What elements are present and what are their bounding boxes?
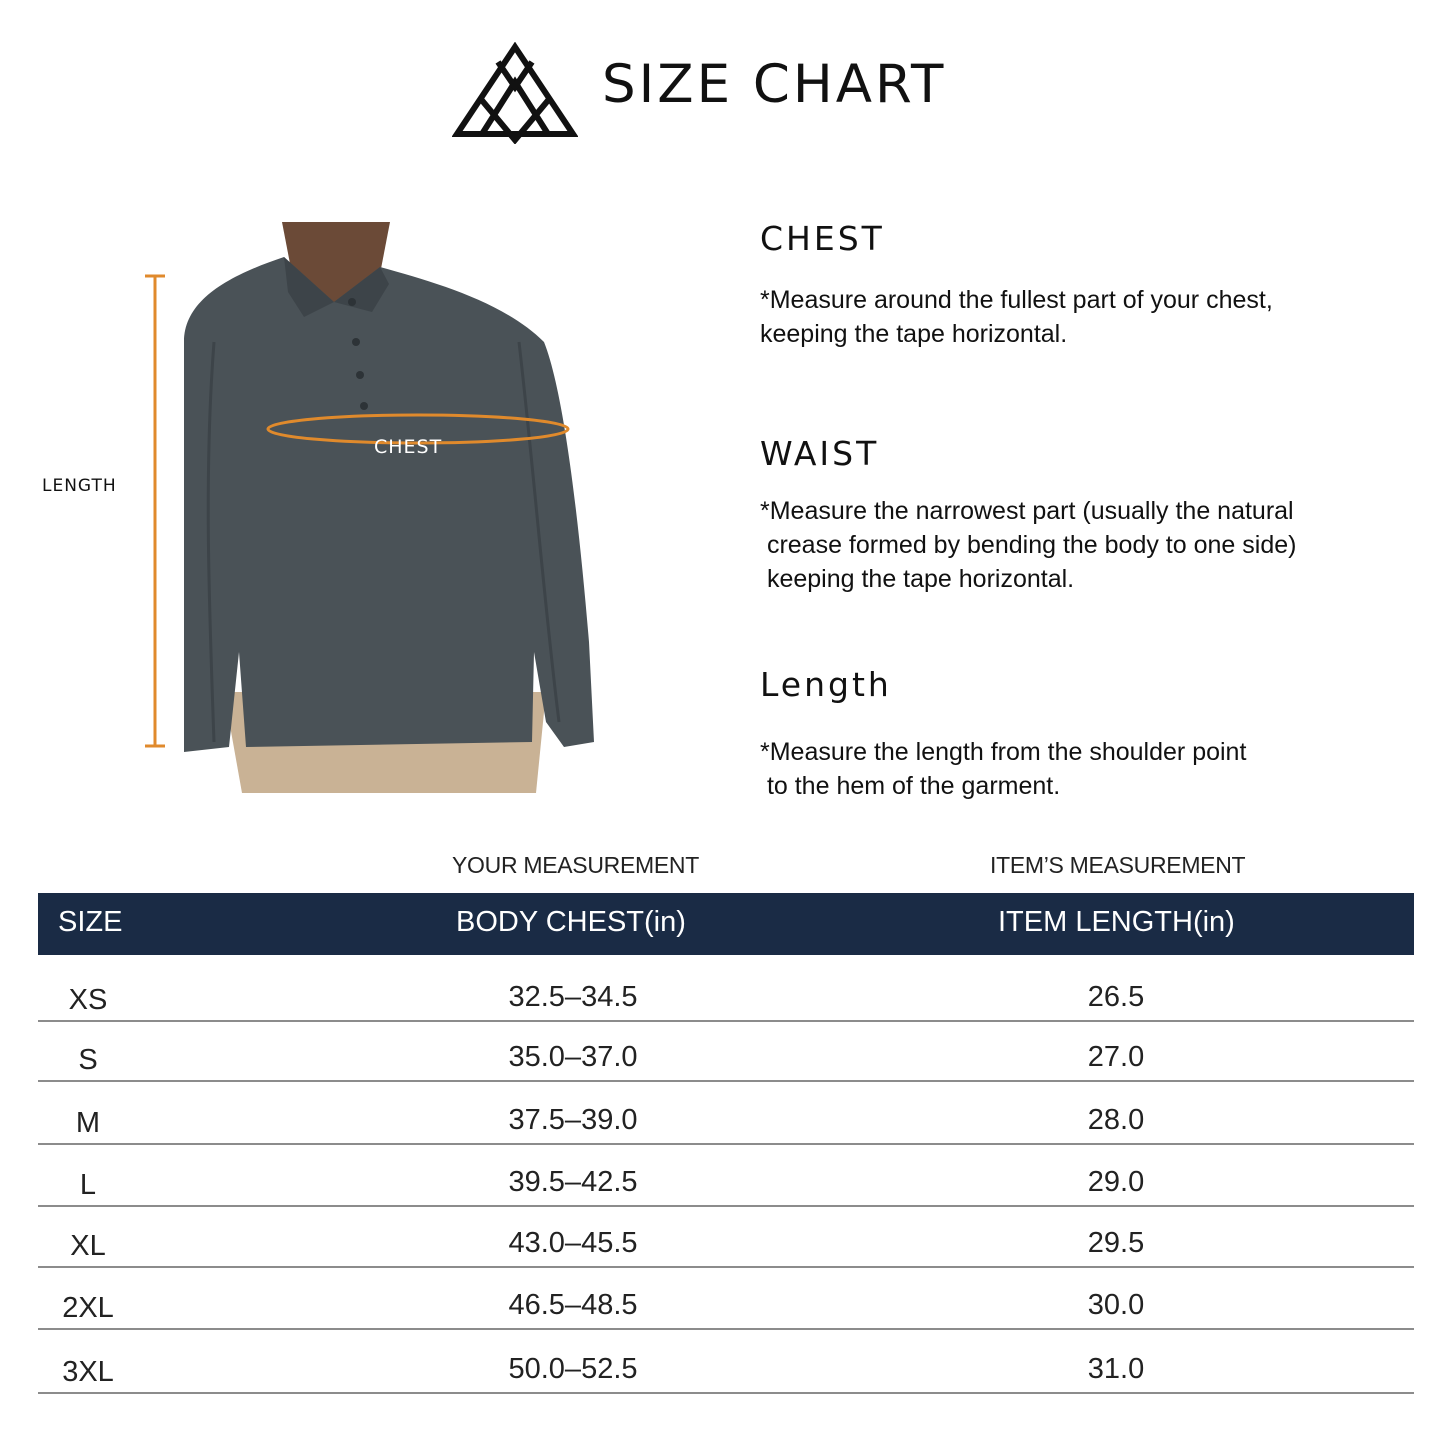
table-row: 2XL 46.5–48.5 30.0: [38, 1270, 1414, 1330]
table-row: XS 32.5–34.5 26.5: [38, 962, 1414, 1022]
waist-section-title: WAIST: [760, 434, 880, 473]
length-label: LENGTH: [42, 476, 117, 496]
row-divider: [38, 1205, 1414, 1207]
row-divider: [38, 1143, 1414, 1145]
length-section-title: Length: [760, 665, 892, 704]
body-chest-cell: 43.0–45.5: [508, 1227, 638, 1259]
column-header-size: SIZE: [58, 906, 123, 938]
body-chest-cell: 32.5–34.5: [508, 981, 638, 1013]
table-row: XL 43.0–45.5 29.5: [38, 1208, 1414, 1268]
row-divider: [38, 1328, 1414, 1330]
chest-section-title: CHEST: [760, 219, 885, 258]
chest-label: CHEST: [374, 436, 443, 458]
table-row: S 35.0–37.0 27.0: [38, 1022, 1414, 1082]
body-chest-cell: 39.5–42.5: [508, 1166, 638, 1198]
table-row: M 37.5–39.0 28.0: [38, 1085, 1414, 1145]
item-measurement-header: ITEM’S MEASUREMENT: [990, 852, 1246, 878]
body-chest-cell: 35.0–37.0: [508, 1041, 638, 1073]
body-chest-cell: 50.0–52.5: [508, 1353, 638, 1385]
item-length-cell: 27.0: [1087, 1041, 1145, 1073]
chest-section-text: *Measure around the fullest part of your chest, keeping the tape horizontal.: [760, 286, 1273, 348]
item-length-cell: 26.5: [1087, 981, 1145, 1013]
table-row: L 39.5–42.5 29.0: [38, 1147, 1414, 1207]
length-section-text: *Measure the length from the shoulder point to the hem of the garment.: [760, 738, 1247, 800]
brand-logo-icon: [452, 42, 578, 144]
row-divider: [38, 1266, 1414, 1268]
item-length-cell: 29.5: [1087, 1227, 1145, 1259]
model-shirt-illustration: [184, 222, 596, 793]
item-length-cell: 29.0: [1087, 1166, 1145, 1198]
column-header-body-chest: BODY CHEST(in): [456, 906, 686, 938]
size-table-header: [38, 893, 1414, 955]
shirt-shape: [184, 257, 594, 752]
body-chest-cell: 37.5–39.0: [508, 1104, 638, 1136]
table-row: 3XL 50.0–52.5 31.0: [38, 1334, 1414, 1394]
item-length-cell: 28.0: [1087, 1104, 1145, 1136]
item-length-cell: 31.0: [1087, 1353, 1145, 1385]
page-title: SIZE CHART: [602, 54, 947, 115]
item-length-cell: 30.0: [1087, 1289, 1145, 1321]
column-header-item-length: ITEM LENGTH(in): [998, 906, 1235, 938]
body-chest-cell: 46.5–48.5: [508, 1289, 638, 1321]
row-divider: [38, 1392, 1414, 1394]
row-divider: [38, 1080, 1414, 1082]
your-measurement-header: YOUR MEASUREMENT: [452, 852, 699, 878]
waist-section-text: *Measure the narrowest part (usually the natural crease formed by bending the body to one side) keeping the tape horizontal.: [760, 497, 1297, 593]
length-measure-line: [140, 272, 170, 750]
